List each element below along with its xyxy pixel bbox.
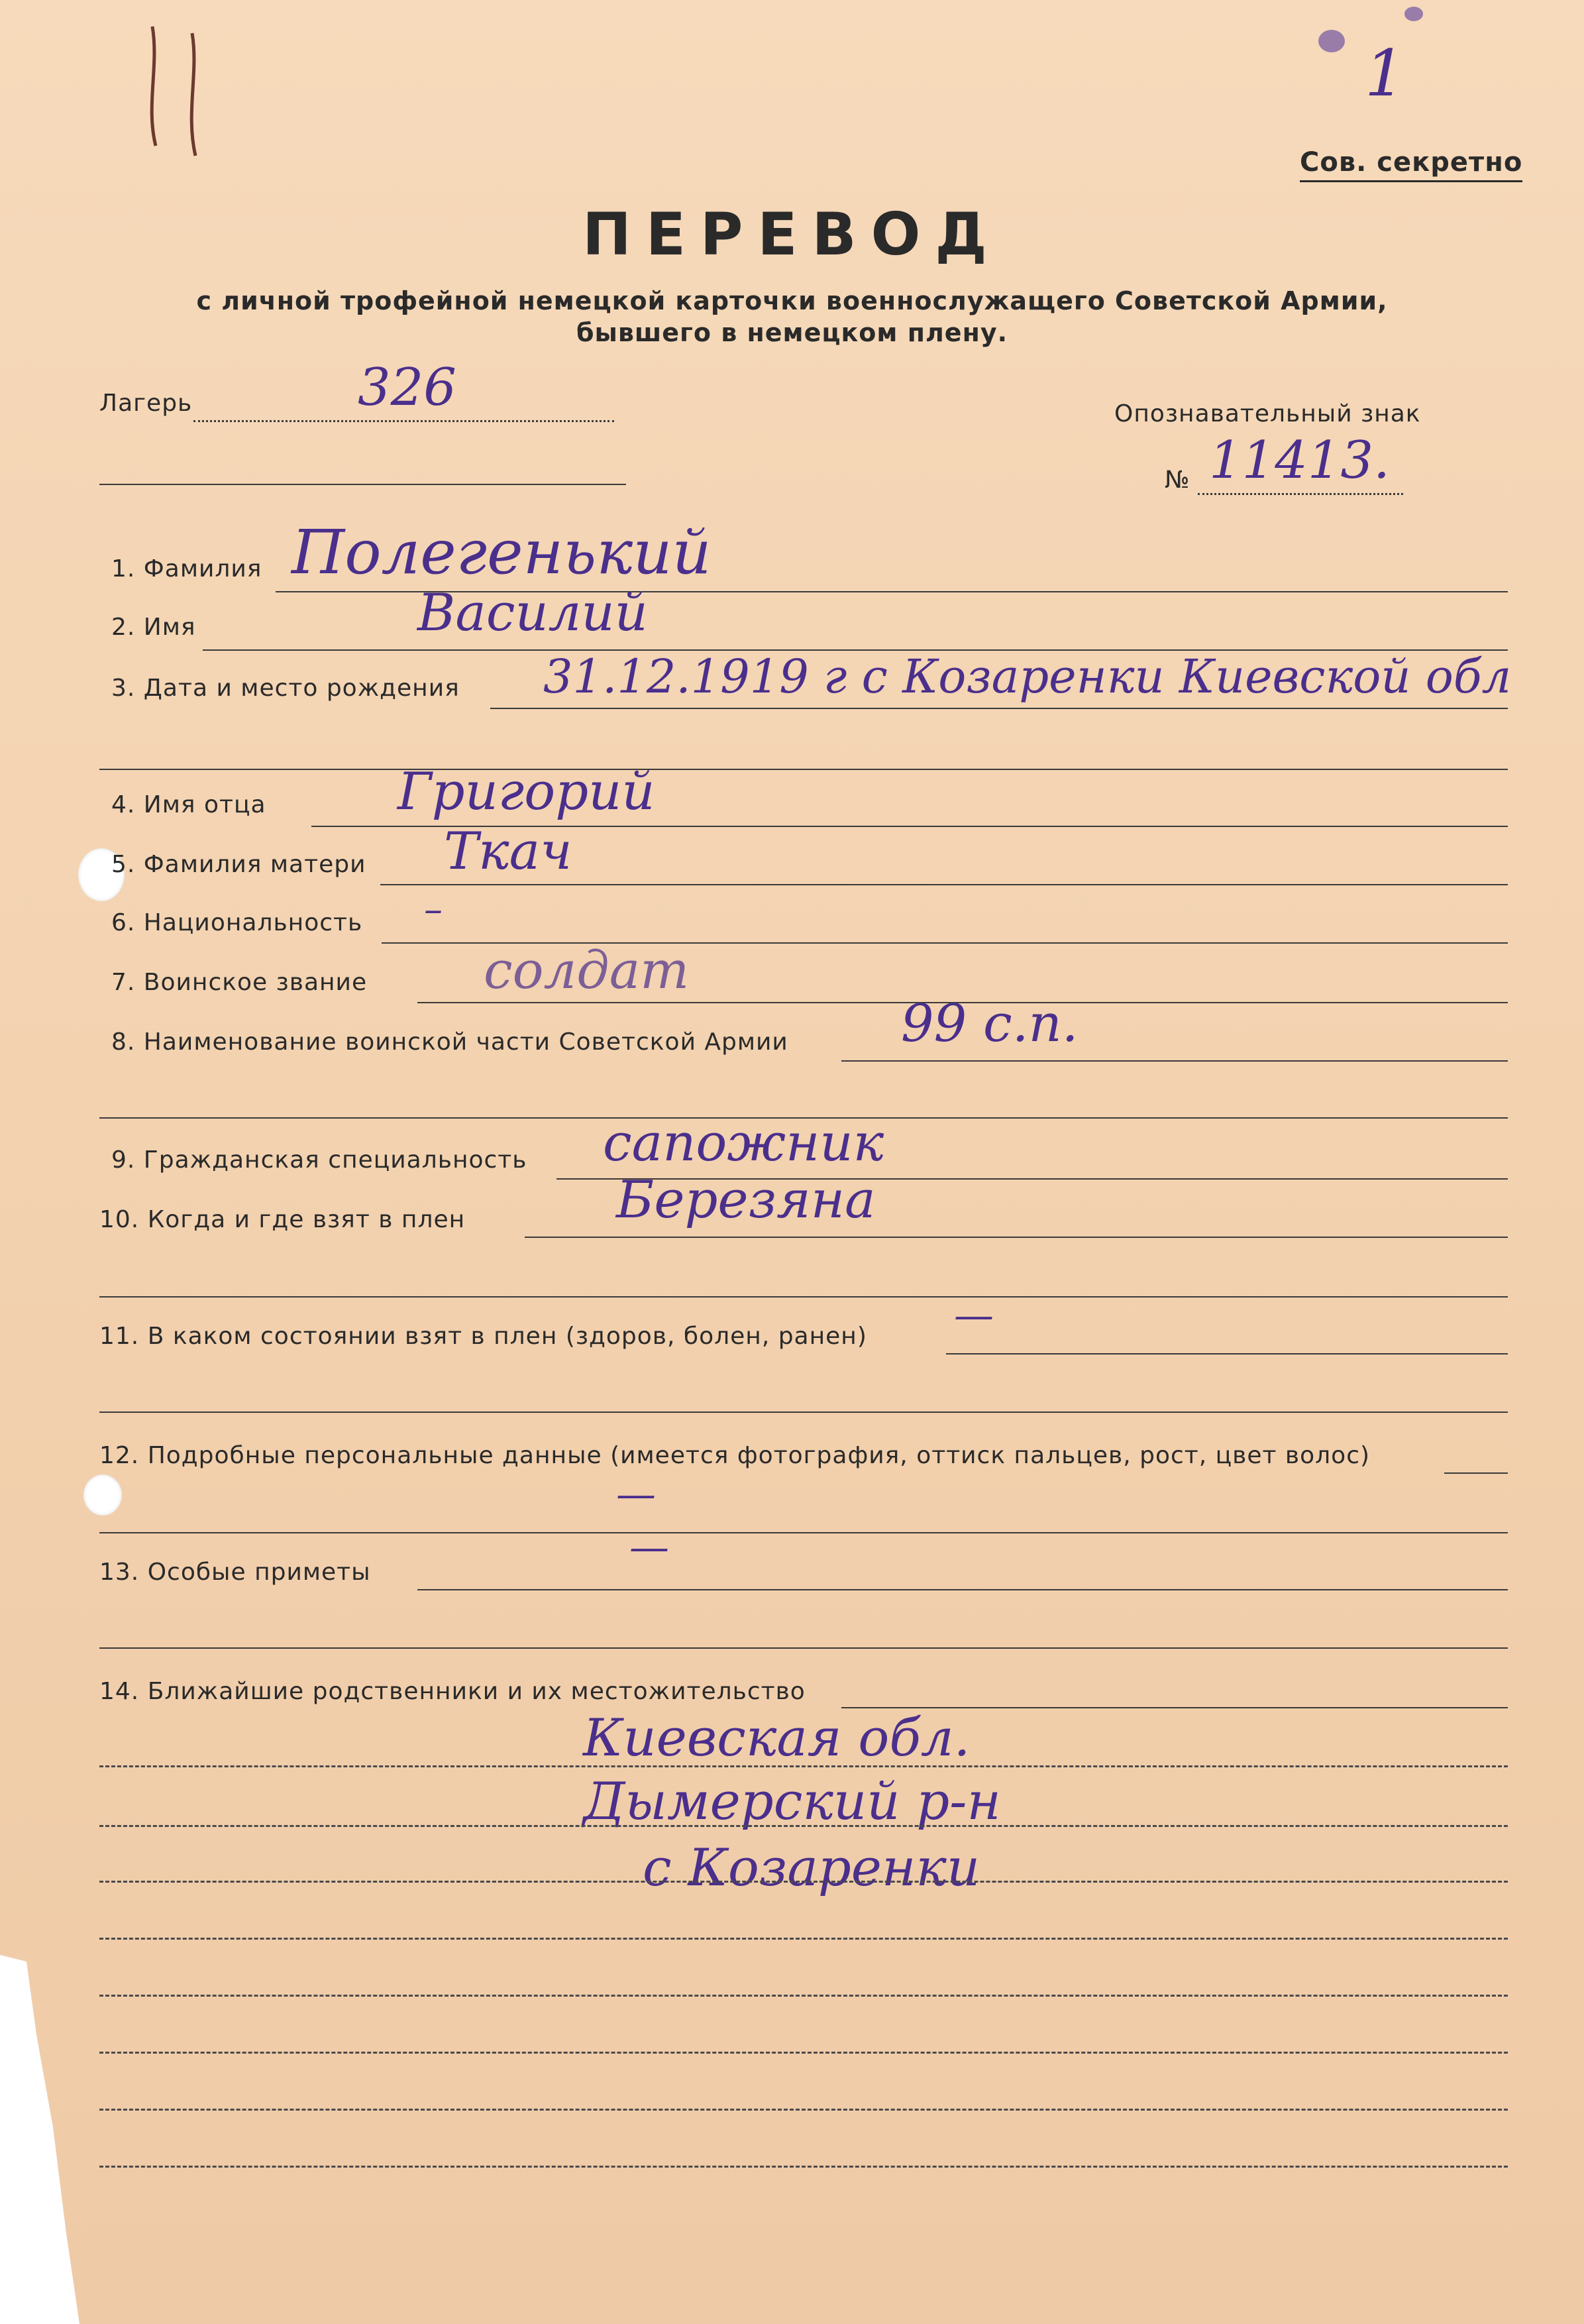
field-label-rank: 7. Воинское звание: [111, 969, 368, 996]
field-label-features: 13. Особые приметы: [99, 1559, 371, 1586]
field-label-name: 2. Имя: [111, 614, 196, 641]
relatives-line-3: с Козаренки: [643, 1838, 980, 1898]
field-line-mother: [380, 884, 1508, 885]
camp-line: [193, 420, 614, 422]
field-value-rank: солдат: [484, 941, 690, 1001]
field-line-captured: [525, 1237, 1508, 1238]
field-line-unit: [841, 1060, 1508, 1062]
field-label-surname: 1. Фамилия: [111, 555, 262, 582]
field-line-birth-2: [99, 769, 1508, 770]
field-label-father: 4. Имя отца: [111, 791, 266, 818]
field-label-captured: 10. Когда и где взят в плен: [99, 1206, 466, 1233]
field-value-mother: Ткач: [444, 822, 572, 881]
field-label-relatives: 14. Ближайшие родственники и их местожительство: [99, 1678, 806, 1705]
field-value-condition: —: [954, 1292, 994, 1339]
field-value-personal-data: —: [616, 1471, 656, 1518]
blank-line: [99, 1765, 1508, 1767]
field-value-surname: Полегенький: [291, 517, 712, 588]
id-mark-line: [1198, 493, 1403, 495]
ink-blot: [1404, 7, 1423, 21]
camp-value: 326: [358, 358, 456, 417]
field-value-name: Василий: [417, 583, 648, 643]
field-label-condition: 11. В каком состоянии взят в плен (здоров, болен, ранен): [99, 1323, 867, 1350]
pencil-marks: [139, 13, 219, 166]
blank-line: [99, 2166, 1508, 2168]
field-line-captured-2: [99, 1296, 1508, 1298]
field-label-birth: 3. Дата и место рождения: [111, 675, 460, 702]
field-value-profession: сапожник: [603, 1113, 884, 1173]
blank-line: [99, 1825, 1508, 1827]
field-line-personal-data: [1444, 1472, 1508, 1474]
document-subtitle-line1: с личной трофейной немецкой карточки военнослужащего Советской Армии,: [196, 286, 1388, 315]
camp-label: Лагерь: [99, 390, 193, 417]
document-subtitle-line2: бывшего в немецком плену.: [576, 318, 1008, 347]
field-line-features-2: [99, 1647, 1508, 1649]
field-label-personal-data: 12. Подробные персональные данные (имеется фотография, оттиск пальцев, рост, цвет волос): [99, 1442, 1371, 1469]
id-mark-label: Опознавательный знак: [1114, 400, 1421, 427]
page-number: 1: [1365, 36, 1406, 111]
field-label-mother: 5. Фамилия матери: [111, 851, 366, 878]
relatives-line-2: Дымерский р-н: [583, 1772, 1001, 1832]
punch-hole-lower: [83, 1474, 122, 1516]
field-line-personal-data-2: [99, 1532, 1508, 1533]
camp-line-2: [99, 484, 626, 485]
field-label-nationality: 6. Национальность: [111, 909, 363, 936]
id-mark-no: №: [1165, 467, 1190, 494]
id-mark-value: 11413.: [1209, 431, 1390, 490]
field-value-nationality: –: [424, 888, 443, 931]
blank-line: [99, 1995, 1508, 1997]
blank-line: [99, 1938, 1508, 1940]
field-value-birth: 31.12.1919 г с Козаренки Киевской обл: [543, 649, 1512, 704]
field-value-captured: Березяна: [616, 1170, 876, 1230]
blank-line: [99, 2109, 1508, 2111]
field-value-unit: 99 с.п.: [901, 994, 1079, 1054]
relatives-line-1: Киевская обл.: [583, 1708, 971, 1768]
field-line-features: [417, 1589, 1508, 1590]
field-line-condition: [946, 1353, 1508, 1355]
blank-line: [99, 1881, 1508, 1883]
ink-blot: [1318, 30, 1345, 52]
field-label-unit: 8. Наименование воинской части Советской Армии: [111, 1028, 788, 1056]
field-line-condition-2: [99, 1411, 1508, 1413]
field-value-features: —: [629, 1524, 669, 1571]
field-label-profession: 9. Гражданская специальность: [111, 1146, 527, 1174]
document-title: ПЕРЕВОД: [582, 200, 1002, 268]
field-value-father: Григорий: [397, 762, 655, 822]
blank-line: [99, 2052, 1508, 2054]
classification-stamp: Сов. секретно: [1300, 147, 1522, 182]
field-line-birth: [490, 708, 1508, 709]
torn-edge: [0, 1955, 106, 2324]
